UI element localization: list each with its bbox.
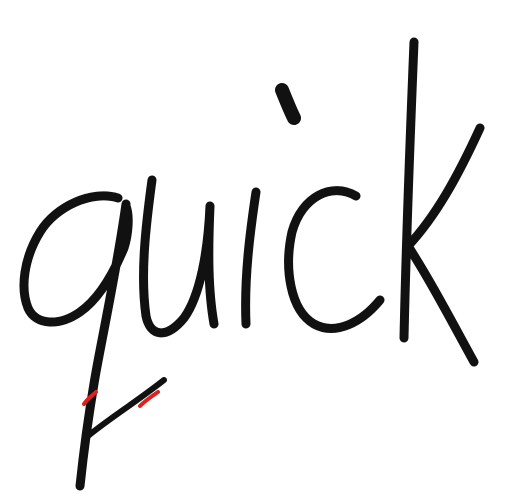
letter-q-descender [80,204,126,486]
letter-c [289,191,380,329]
letter-k-lower-arm [408,246,474,362]
letter-q-tail [88,380,164,436]
handwritten-word-quick [24,42,480,486]
letter-k-stem [404,42,414,338]
letter-i-dot [282,90,294,118]
letter-i-stem [246,192,256,324]
letter-k-upper-arm [408,128,480,246]
letter-u [144,180,214,333]
